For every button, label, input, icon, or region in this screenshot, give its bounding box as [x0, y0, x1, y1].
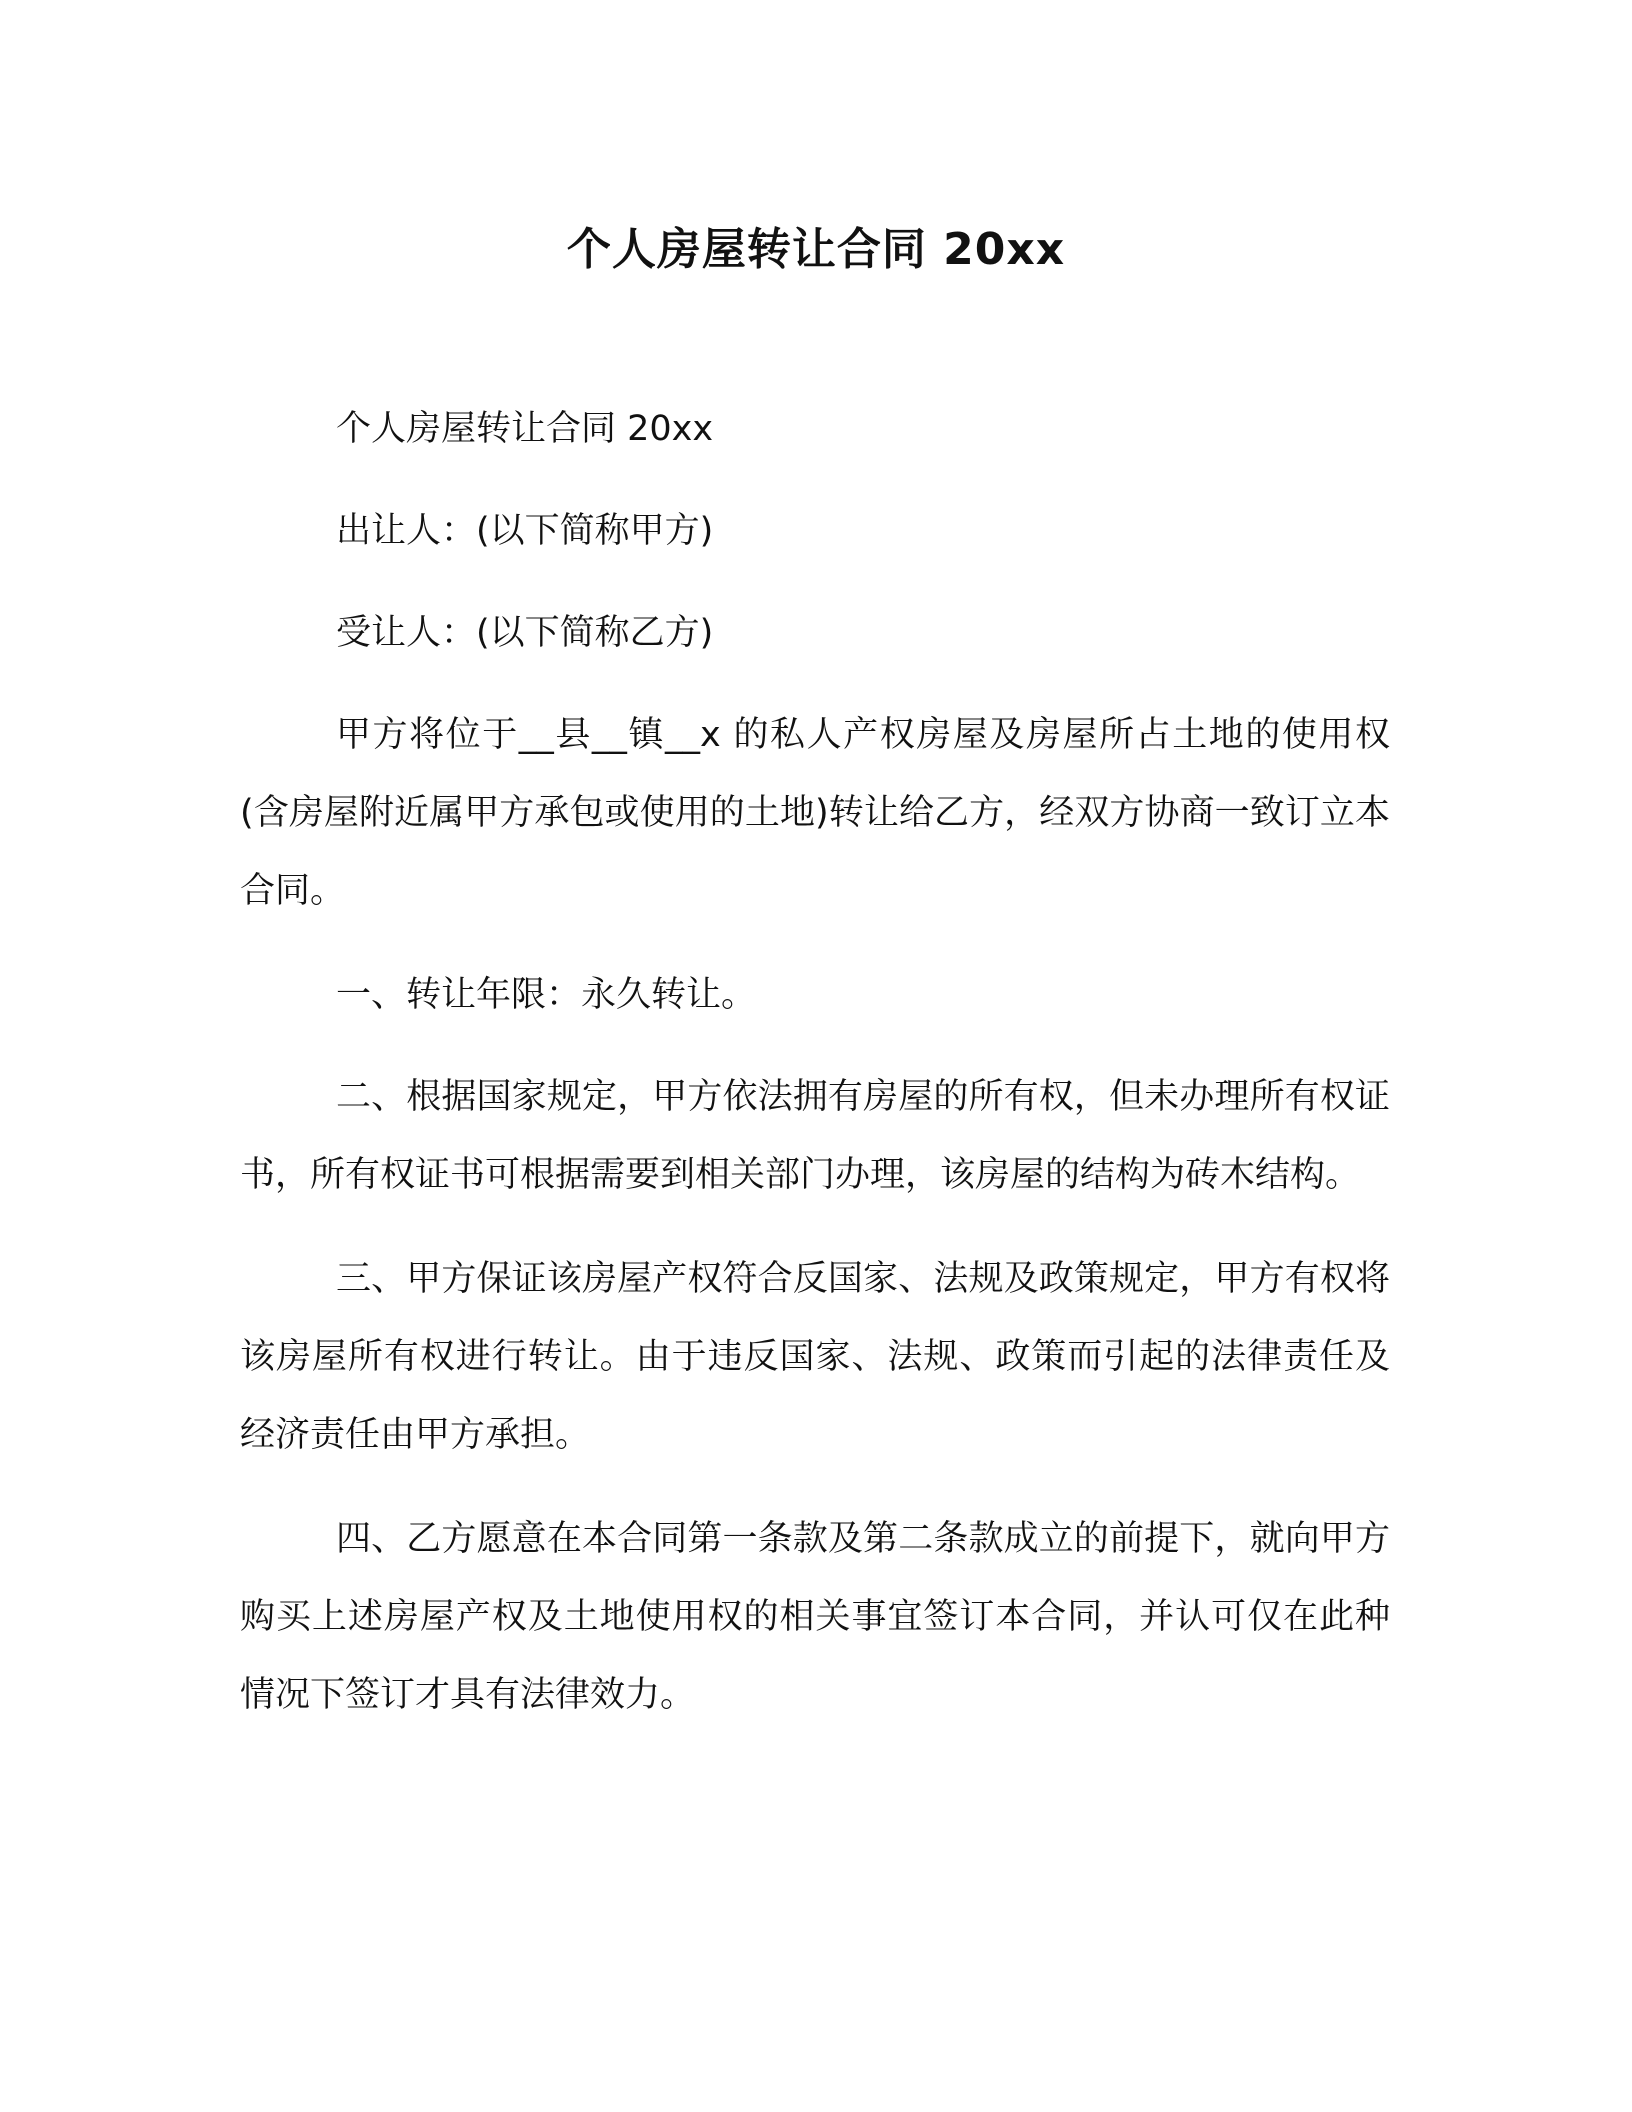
- paragraph-transferee: 受让人：(以下简称乙方): [336, 613, 714, 653]
- paragraph-clause-2: 二、根据国家规定，甲方依法拥有房屋的所有权，但未办理所有权证书，所有权证书可根据需要到相关部门办理，该房屋的结构为砖木结构。: [240, 1077, 1390, 1195]
- paragraph-subtitle: 个人房屋转让合同 20xx: [336, 409, 714, 449]
- paragraph-transferor: 出让人：(以下简称甲方): [336, 511, 714, 551]
- paragraph-intro: 甲方将位于__县__镇__x 的私人产权房屋及房屋所占土地的使用权(含房屋附近属甲方承包或使用的土地)转让给乙方，经双方协商一致订立本合同。: [240, 715, 1390, 911]
- paragraph-clause-4: 四、乙方愿意在本合同第一条款及第二条款成立的前提下，就向甲方购买上述房屋产权及土地使用权的相关事宜签订本合同，并认可仅在此种情况下签订才具有法律效力。: [240, 1519, 1390, 1715]
- paragraph-clause-3: 三、甲方保证该房屋产权符合反国家、法规及政策规定，甲方有权将该房屋所有权进行转让。由于违反国家、法规、政策而引起的法律责任及经济责任由甲方承担。: [240, 1259, 1390, 1455]
- document-title: 个人房屋转让合同 20xx: [566, 224, 1066, 275]
- paragraph-clause-1: 一、转让年限：永久转让。: [336, 975, 757, 1015]
- document-body: [240, 390, 1390, 1758]
